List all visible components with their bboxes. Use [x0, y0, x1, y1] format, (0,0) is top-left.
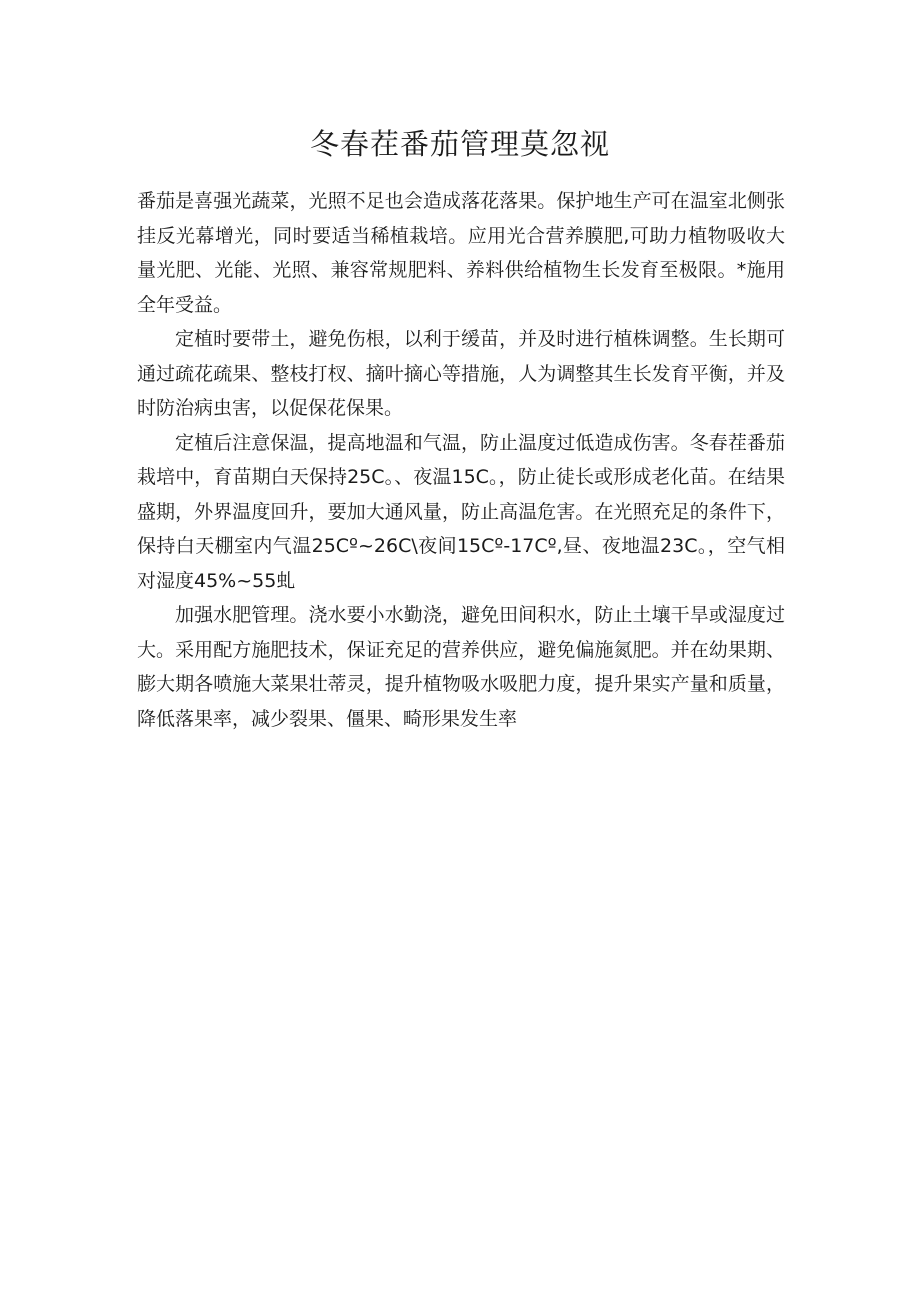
paragraph-4: 加强水肥管理。浇水要小水勤浇，避免田间积水，防止土壤干旱或湿度过大。采用配方施肥技术，保证充足的营养供应，避免偏施氮肥。并在幼果期、膨大期各喷施大菜果壮蒂灵，提升植物吸水吸肥力度，提升果实产量和质量，降低落果率，减少裂果、僵果、畸形果发生率 — [137, 604, 785, 730]
document-body — [137, 184, 785, 736]
document-title: 冬春茬番茄管理莫忽视 — [309, 127, 610, 161]
paragraph-3: 定植后注意保温，提高地温和气温，防止温度过低造成伤害。冬春茬番茄栽培中，育苗期白天保持25C。、夜温15C。，防止徒长或形成老化苗。在结果盛期，外界温度回升，要加大通风量，防止高温危害。在光照充足的条件下，保持白天棚室内气温25Cº~26C\夜间15Cº-17Cº,昼、夜地温23C。，空气相对湿度45%~55虬 — [137, 431, 785, 592]
paragraph-2: 定植时要带土，避免伤根，以利于缓苗，并及时进行植株调整。生长期可通过疏花疏果、整枝打杈、摘叶摘心等措施，人为调整其生长发育平衡，并及时防治病虫害，以促保花保果。 — [137, 328, 785, 419]
paragraph-1: 番茄是喜强光蔬菜，光照不足也会造成落花落果。保护地生产可在温室北侧张挂反光幕增光，同时要适当稀植栽培。应用光合营养膜肥,可助力植物吸收大量光肥、光能、光照、兼容常规肥料、养料供给植物生长发育至极限。*施用全年受益。 — [137, 190, 785, 316]
